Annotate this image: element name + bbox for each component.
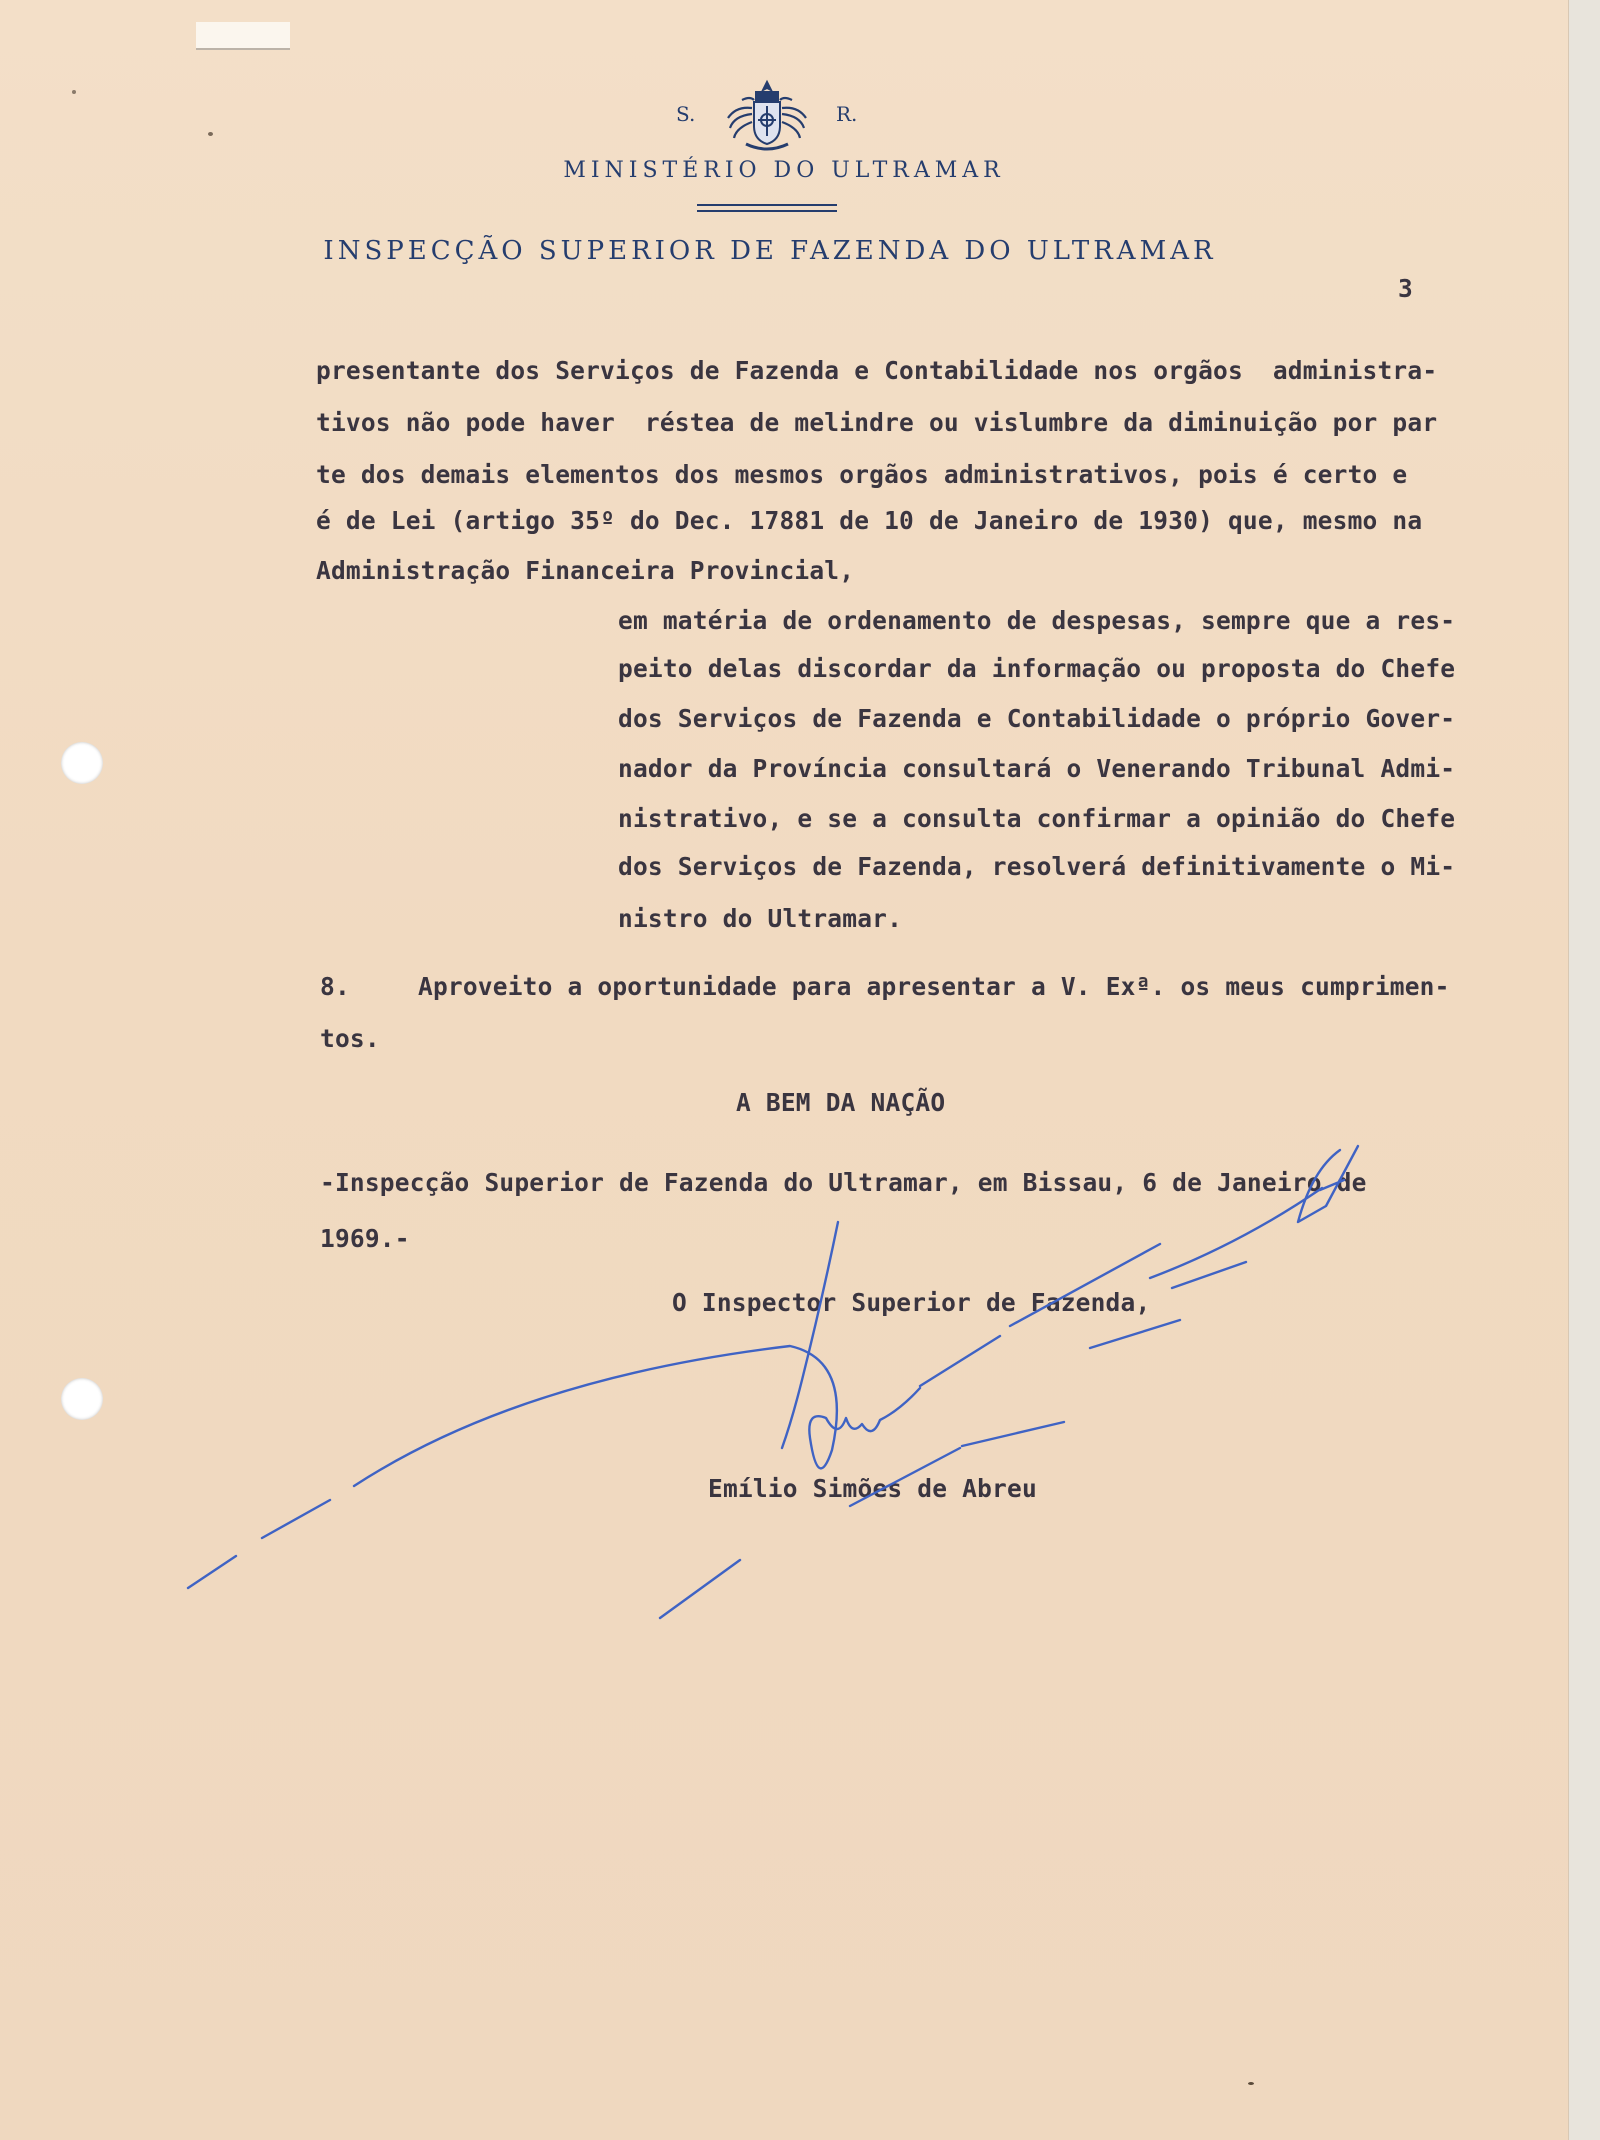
- paper-speck: [208, 132, 213, 136]
- signatory-title: O Inspector Superior de Fazenda,: [672, 1288, 1151, 1317]
- quote-line-5: nistrativo, e se a consulta confirmar a opinião do Chefe: [618, 804, 1456, 833]
- place-date-line-2: 1969.-: [320, 1224, 410, 1253]
- quote-line-2: peito delas discordar da informação ou proposta do Chefe: [618, 654, 1456, 683]
- body-line-4: é de Lei (artigo 35º do Dec. 17881 de 10 de Janeiro de 1930) que, mesmo na: [316, 506, 1423, 535]
- page-number: 3: [1398, 274, 1413, 303]
- ministry-title: MINISTÉRIO DO ULTRAMAR: [563, 158, 1005, 183]
- signatory-name: Emílio Simões de Abreu: [708, 1474, 1037, 1503]
- quote-line-7: nistro do Ultramar.: [618, 904, 903, 933]
- quote-line-3: dos Serviços de Fazenda e Contabilidade o próprio Gover-: [618, 704, 1456, 733]
- quote-line-1: em matéria de ordenamento de despesas, sempre que a res-: [618, 606, 1456, 635]
- paper-speck: [1248, 2082, 1254, 2085]
- place-date-line-1: -Inspecção Superior de Fazenda do Ultramar, em Bissau, 6 de Janeiro de: [320, 1168, 1367, 1197]
- department-title: INSPECÇÃO SUPERIOR DE FAZENDA DO ULTRAMAR: [323, 236, 1217, 266]
- closing-paragraph-number: 8.: [320, 972, 350, 1001]
- body-line-2: tivos não pode haver réstea de melindre ou vislumbre da diminuição por par: [316, 408, 1438, 437]
- letterhead-left-initial: S.: [676, 102, 696, 126]
- scan-background-edge: [1568, 0, 1600, 2140]
- motto: A BEM DA NAÇÃO: [736, 1088, 946, 1117]
- letterhead-right-initial: R.: [836, 102, 858, 126]
- quote-line-4: nador da Província consultará o Venerando Tribunal Admi-: [618, 754, 1456, 783]
- paper-speck: [72, 90, 76, 94]
- body-line-1: presentante dos Serviços de Fazenda e Contabilidade nos orgãos administra-: [316, 356, 1438, 385]
- closing-line-1: Aproveito a oportunidade para apresentar a V. Exª. os meus cumprimen-: [418, 972, 1450, 1001]
- body-line-5: Administração Financeira Provincial,: [316, 556, 855, 585]
- body-line-3: te dos demais elementos dos mesmos orgãos administrativos, pois é certo e: [316, 460, 1408, 489]
- closing-line-2: tos.: [320, 1024, 380, 1053]
- quote-line-6: dos Serviços de Fazenda, resolverá definitivamente o Mi-: [618, 852, 1456, 881]
